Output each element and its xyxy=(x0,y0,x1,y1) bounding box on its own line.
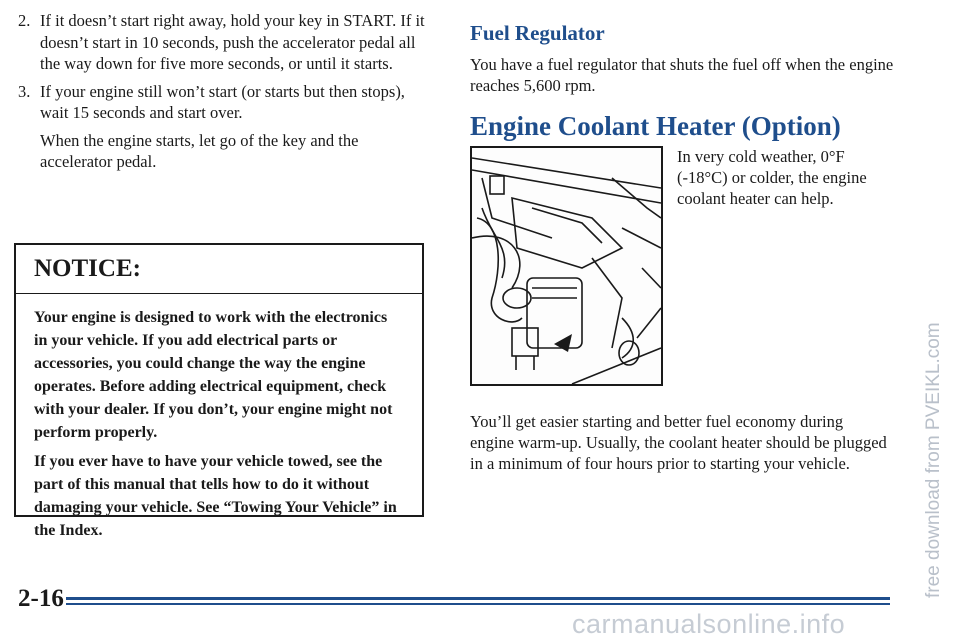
step-number: 2. xyxy=(18,11,31,30)
right-column xyxy=(470,20,900,142)
coolant-heater-bottom-text: You’ll get easier starting and better fuel economy during engine warm-up. Usually, the coolant heater should be plugged in a minimum of four hours prior to starting your vehicle. xyxy=(470,412,887,473)
watermark-text: free download from PVEIKL.com xyxy=(923,322,944,598)
step-text: If your engine still won’t start (or starts but then stops), wait 15 seconds and start over. xyxy=(40,81,405,122)
coolant-heater-side-text: In very cold weather, 0°F (-18°C) or colder, the engine coolant heater can help. xyxy=(677,147,867,208)
notice-paragraph: Your engine is designed to work with the electronics in your vehicle. If you add electrical parts or accessories, you could change the way the engine operates. Before adding electrical equipment, check with your dealer. If you don’t, your engine might not perform properly. xyxy=(34,309,393,441)
step-3 xyxy=(18,81,428,124)
after-steps-paragraph: When the engine starts, let go of the key and the accelerator pedal. xyxy=(40,130,359,171)
coolant-heater-heading: Engine Coolant Heater (Option) xyxy=(470,111,841,141)
notice-box xyxy=(14,243,424,539)
page-number: 2-16 xyxy=(18,585,64,612)
left-column xyxy=(18,10,428,173)
step-2 xyxy=(18,10,428,75)
coolant-heater-illustration xyxy=(470,146,663,386)
notice-body xyxy=(16,294,422,542)
fuel-regulator-text: You have a fuel regulator that shuts the fuel off when the engine reaches 5,600 rpm. xyxy=(470,55,894,95)
notice-paragraph: If you ever have to have your vehicle towed, see the part of this manual that tells how to do it without damaging your vehicle. See “Towing Your Vehicle” in the Index. xyxy=(34,453,397,539)
footer-rule xyxy=(66,597,890,600)
engine-bay-drawing xyxy=(472,148,661,384)
vertical-watermark xyxy=(905,180,955,600)
step-number: 3. xyxy=(18,81,31,101)
notice-title: NOTICE: xyxy=(16,245,422,294)
pointer-arrow-icon xyxy=(554,334,572,352)
footer-rule-thin xyxy=(66,603,890,605)
site-url[interactable]: carmanualsonline.info xyxy=(572,609,846,639)
fuel-regulator-heading: Fuel Regulator xyxy=(470,21,605,45)
step-text: If it doesn’t start right away, hold your key in START. If it doesn’t start in 10 seconds, push the accelerator pedal all the way down for five more seconds, or until it starts. xyxy=(40,11,425,73)
